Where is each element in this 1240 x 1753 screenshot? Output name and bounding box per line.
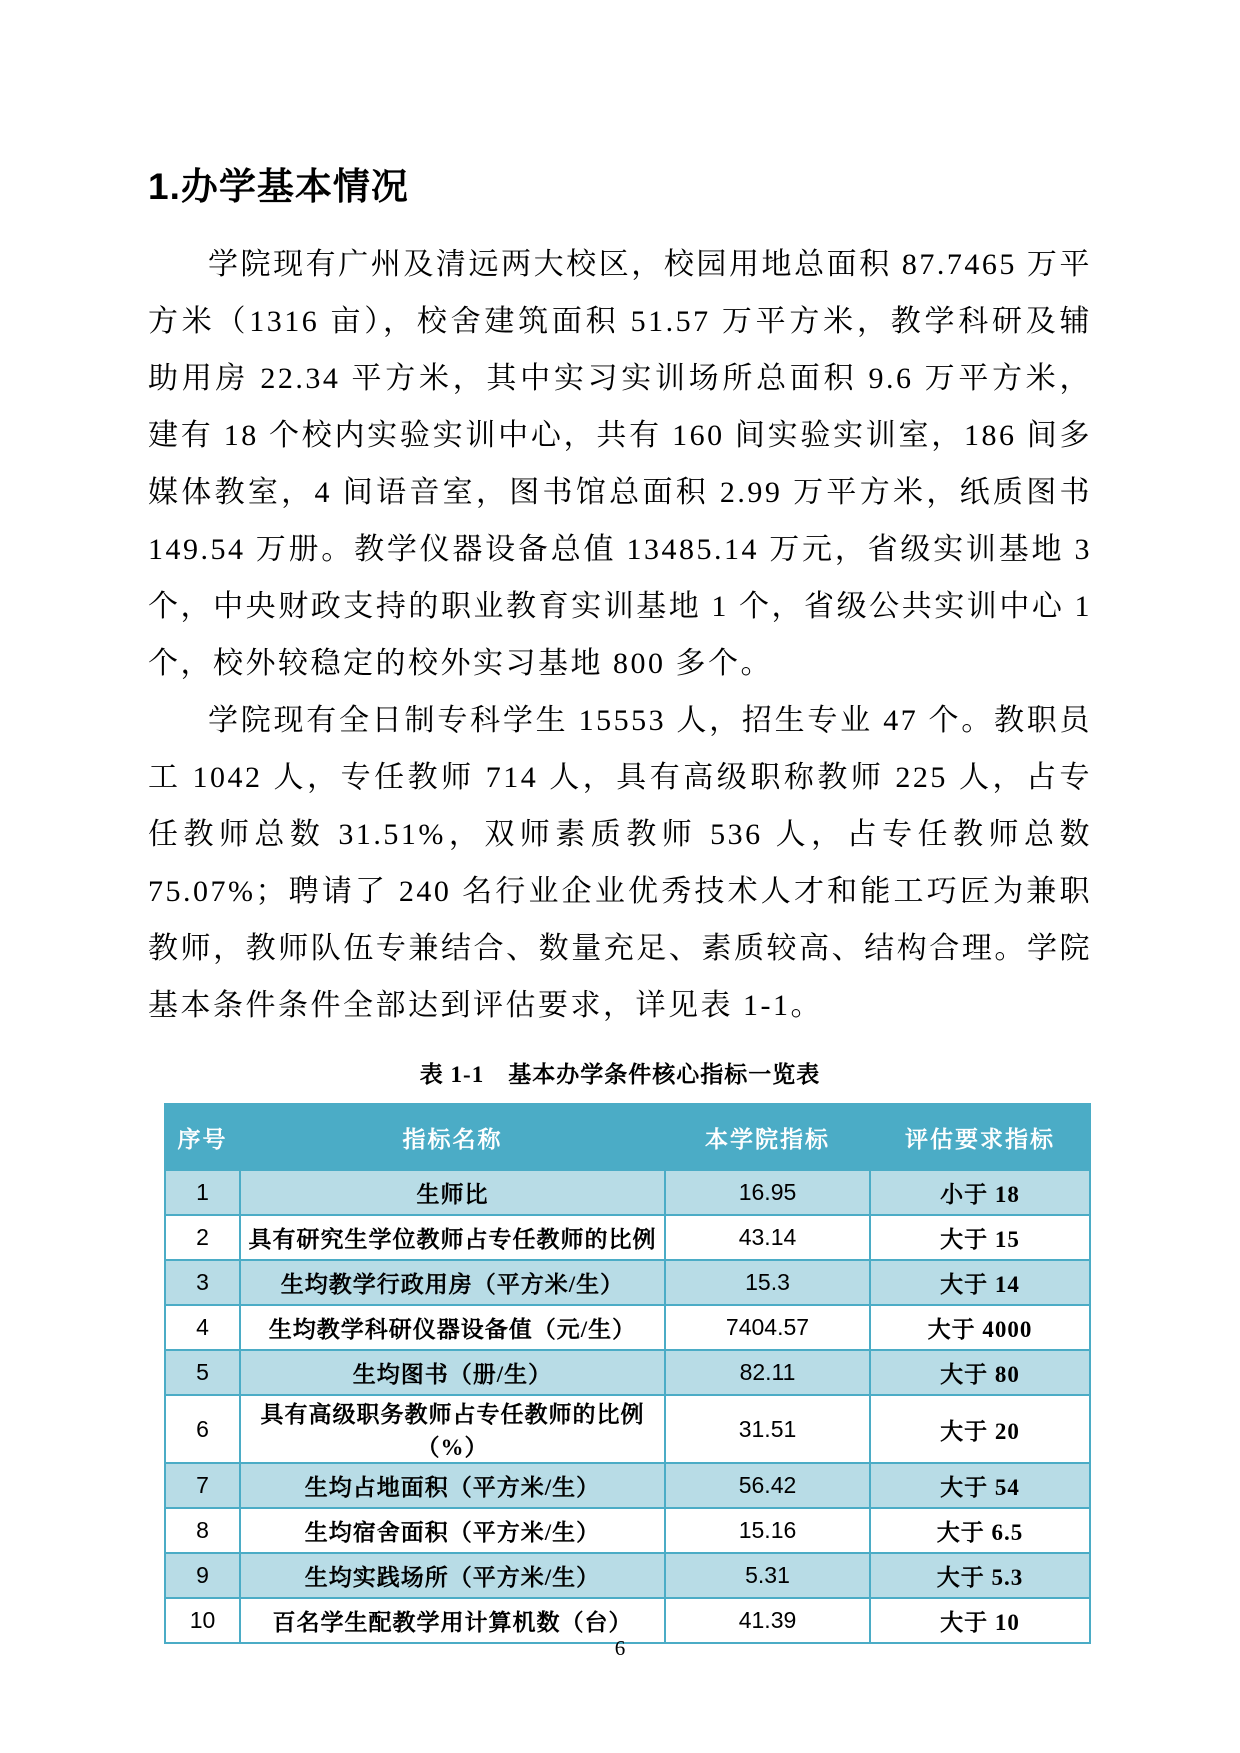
table-row	[165, 1463, 1090, 1508]
cell-indicator-name: 生师比	[240, 1170, 665, 1215]
cell-serial: 3	[165, 1260, 240, 1305]
table-header-row	[165, 1104, 1090, 1170]
cell-indicator-name: 生均教学科研仪器设备值（元/生）	[240, 1305, 665, 1350]
header-cell-indicator-name: 指标名称	[240, 1104, 665, 1170]
cell-college-value: 15.16	[665, 1508, 870, 1553]
section-heading: 1.办学基本情况	[148, 166, 409, 207]
header-cell-college-value: 本学院指标	[665, 1104, 870, 1170]
cell-college-value: 56.42	[665, 1463, 870, 1508]
table-row	[165, 1215, 1090, 1260]
cell-requirement: 大于 80	[870, 1350, 1090, 1395]
header-cell-serial: 序号	[165, 1104, 240, 1170]
cell-college-value: 7404.57	[665, 1305, 870, 1350]
table-row	[165, 1350, 1090, 1395]
cell-requirement: 小于 18	[870, 1170, 1090, 1215]
cell-indicator-name: 具有研究生学位教师占专任教师的比例	[240, 1215, 665, 1260]
cell-requirement: 大于 15	[870, 1215, 1090, 1260]
header-cell-requirement: 评估要求指标	[870, 1104, 1090, 1170]
cell-serial: 8	[165, 1508, 240, 1553]
cell-serial: 5	[165, 1350, 240, 1395]
table-row	[165, 1305, 1090, 1350]
cell-requirement: 大于 20	[870, 1395, 1090, 1463]
cell-serial: 7	[165, 1463, 240, 1508]
cell-indicator-name: 生均教学行政用房（平方米/生）	[240, 1260, 665, 1305]
cell-indicator-name: 生均图书（册/生）	[240, 1350, 665, 1395]
cell-indicator-name: 生均实践场所（平方米/生）	[240, 1553, 665, 1598]
cell-requirement: 大于 10	[870, 1598, 1090, 1643]
cell-requirement: 大于 54	[870, 1463, 1090, 1508]
cell-indicator-name: 具有高级职务教师占专任教师的比例（%）	[240, 1395, 665, 1463]
table-row	[165, 1260, 1090, 1305]
cell-serial: 4	[165, 1305, 240, 1350]
cell-requirement: 大于 5.3	[870, 1553, 1090, 1598]
cell-indicator-name: 生均宿舍面积（平方米/生）	[240, 1508, 665, 1553]
cell-requirement: 大于 14	[870, 1260, 1090, 1305]
table-row	[165, 1553, 1090, 1598]
cell-college-value: 41.39	[665, 1598, 870, 1643]
table-caption: 表 1-1 基本办学条件核心指标一览表	[419, 1062, 821, 1087]
paragraph-campus-facilities: 学院现有广州及清远两大校区，校园用地总面积 87.7465 万平方米（1316 亩），校舍建筑面积 51.57 万平方米，教学科研及辅助用房 22.34 平方米，其中实习实训场所总面积 9.6 万平方米，建有 18 个校内实验实训中心，共有 160 间实验实训室，186 间多媒体教室，4 间语音室，图书馆总面积 2.99 万平方米，纸质图书 149.54 万册。教学仪器设备总值 13485.14 万元，省级实训基地 3 个，中央财政支持的职业教育实训基地 1 个，省级公共实训中心 1 个，校外较稳定的校外实习基地 800 多个。	[148, 248, 1092, 680]
cell-serial: 9	[165, 1553, 240, 1598]
cell-serial: 2	[165, 1215, 240, 1260]
paragraph-students-faculty: 学院现有全日制专科学生 15553 人，招生专业 47 个。教职员工 1042 人，专任教师 714 人，具有高级职称教师 225 人，占专任教师总数 31.51%，双师素质教师 536 人，占专任教师总数 75.07%；聘请了 240 名行业企业优秀技术人才和能工巧匠为兼职教师，教师队伍专兼结合、数量充足、素质较高、结构合理。学院基本条件条件全部达到评估要求，详见表 1-1。	[148, 704, 1092, 1022]
table-row	[165, 1395, 1090, 1463]
cell-indicator-name: 百名学生配教学用计算机数（台）	[240, 1598, 665, 1643]
cell-indicator-name: 生均占地面积（平方米/生）	[240, 1463, 665, 1508]
cell-college-value: 5.31	[665, 1553, 870, 1598]
table-row	[165, 1508, 1090, 1553]
cell-serial: 6	[165, 1395, 240, 1463]
cell-serial: 1	[165, 1170, 240, 1215]
cell-requirement: 大于 4000	[870, 1305, 1090, 1350]
cell-college-value: 31.51	[665, 1395, 870, 1463]
table-row	[165, 1170, 1090, 1215]
cell-serial: 10	[165, 1598, 240, 1643]
cell-college-value: 16.95	[665, 1170, 870, 1215]
cell-college-value: 43.14	[665, 1215, 870, 1260]
indicators-table	[164, 1103, 1091, 1644]
cell-requirement: 大于 6.5	[870, 1508, 1090, 1553]
page-number: 6	[614, 1636, 626, 1660]
cell-college-value: 15.3	[665, 1260, 870, 1305]
cell-college-value: 82.11	[665, 1350, 870, 1395]
